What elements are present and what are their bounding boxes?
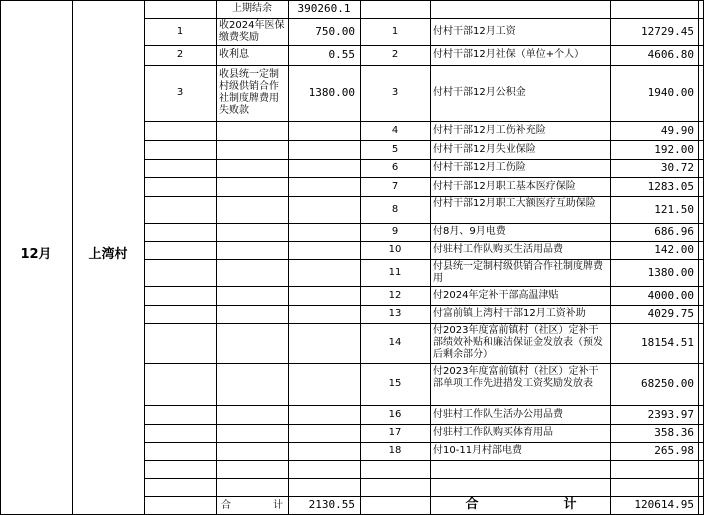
grid-hline [144, 140, 704, 141]
expense-row-desc: 付县统一定制村级供销合作社制度牌费用 [433, 260, 603, 284]
income-row-amount: 750.00 [315, 24, 355, 38]
expense-row-amount: 1283.05 [647, 179, 694, 193]
expense-row-amount: 142.00 [654, 243, 694, 256]
grid-hline [144, 496, 704, 497]
expense-row-no: 17 [388, 427, 402, 438]
grid-hline [144, 323, 704, 324]
income-row-desc: 收县统一定制村级供销合作社制度牌费用失败款 [219, 69, 279, 116]
opening-amount: 390260.1 [297, 2, 351, 15]
expense-row-desc: 付2023年度富前镇村（社区）定补干部绩效补贴和廉洁保证金发放表（预发后剩余部分） [433, 325, 603, 360]
expense-row-no: 2 [391, 49, 399, 60]
expense-row-amount: 686.96 [654, 225, 694, 238]
expense-row-amount: 18154.51 [641, 336, 694, 349]
income-row-desc: 收利息 [219, 49, 249, 60]
opening-label: 上期结余 [232, 3, 272, 14]
expense-row-no: 11 [388, 266, 402, 278]
grid-vline [288, 0, 289, 515]
grid-hline [144, 363, 704, 364]
expense-row-amount: 265.98 [654, 444, 694, 457]
grid-vline [430, 0, 431, 515]
expense-row-desc: 付村干部12月失业保险 [433, 143, 536, 155]
grid-hline [144, 286, 704, 287]
expense-row-amount: 2393.97 [647, 407, 694, 421]
expense-row-desc: 付2023年度富前镇村（社区）定补干部单项工作先进措发工资奖励发放表 [433, 366, 599, 389]
expense-row-no: 14 [388, 337, 402, 348]
expense-row-no: 18 [388, 445, 402, 456]
expense-row-no: 12 [388, 289, 402, 301]
expense-row-desc: 付10-11月村部电费 [433, 445, 523, 456]
expense-row-amount: 358.36 [654, 426, 694, 439]
expense-row-desc: 付村干部12月职工大额医疗互助保险 [433, 197, 596, 209]
grid-hline [144, 478, 704, 479]
grid-hline [144, 223, 704, 224]
grid-vline [144, 0, 145, 515]
grid-hline [144, 442, 704, 443]
grid-hline [144, 65, 704, 66]
expense-row-no: 4 [391, 124, 399, 136]
expense-row-no: 5 [391, 143, 399, 155]
grid-hline [144, 460, 704, 461]
grid-hline [144, 305, 704, 306]
expense-row-amount: 121.50 [654, 202, 694, 216]
expense-row-desc: 付村干部12月职工基本医疗保险 [433, 180, 576, 192]
expense-row-no: 13 [388, 308, 402, 319]
expense-row-no: 10 [388, 244, 402, 255]
grid-hline [144, 45, 704, 46]
expense-row-amount: 68250.00 [641, 377, 694, 390]
expense-row-amount: 49.90 [660, 123, 694, 137]
expense-total-label-a: 合 [465, 497, 479, 512]
grid-hline [144, 259, 704, 260]
expense-row-no: 8 [391, 203, 399, 215]
income-total-label-a: 合 [221, 500, 231, 511]
grid-hline [144, 405, 704, 406]
expense-row-amount: 4606.80 [647, 48, 694, 61]
income-row-amount: 1380.00 [308, 86, 355, 99]
expense-row-no: 1 [391, 25, 399, 37]
expense-row-amount: 1380.00 [647, 265, 694, 279]
expense-row-no: 7 [391, 180, 399, 192]
grid-hline [0, 0, 704, 1]
month-cell: 12月 [20, 247, 52, 262]
expense-row-amount: 4029.75 [647, 307, 694, 320]
expense-row-amount: 192.00 [654, 142, 694, 156]
expense-row-desc: 付村干部12月工伤险 [433, 162, 526, 173]
expense-row-no: 16 [388, 408, 402, 420]
grid-hline [144, 241, 704, 242]
income-row-no: 3 [176, 87, 184, 98]
income-total-label-b: 计 [273, 500, 283, 511]
income-total: 2130.55 [308, 498, 355, 511]
income-row-amount: 0.55 [328, 48, 355, 61]
expense-row-desc: 付驻村工作队生活办公用品费 [433, 408, 563, 420]
expense-row-desc: 付村干部12月社保（单位+个人） [433, 49, 585, 60]
expense-row-desc: 付村干部12月工伤补充险 [433, 124, 546, 136]
expense-row-no: 9 [391, 226, 399, 237]
income-row-desc: 收2024年医保缴费奖励 [219, 19, 285, 43]
expense-row-amount: 30.72 [660, 161, 694, 174]
expense-row-desc: 付驻村工作队购买生活用品费 [433, 244, 563, 255]
grid-hline [144, 159, 704, 160]
income-row-no: 1 [176, 25, 184, 37]
grid-hline [144, 196, 704, 197]
village-cell: 上湾村 [88, 247, 128, 262]
expense-row-desc: 付村干部12月工资 [433, 25, 516, 37]
expense-row-desc: 付村干部12月公积金 [433, 87, 526, 98]
expense-row-amount: 12729.45 [641, 24, 694, 38]
expense-row-no: 15 [388, 378, 402, 389]
grid-vline [216, 0, 217, 515]
expense-row-desc: 付2024年定补干部高温津贴 [433, 289, 559, 301]
expense-row-desc: 付8月、9月电费 [433, 226, 506, 237]
expense-row-amount: 4000.00 [647, 288, 694, 302]
grid-hline [144, 121, 704, 122]
grid-vline [698, 0, 699, 515]
expense-total-label-b: 计 [563, 497, 577, 512]
expense-row-desc: 付富前镇上湾村干部12月工资补助 [433, 308, 586, 319]
expense-row-amount: 1940.00 [647, 86, 694, 99]
expense-total: 120614.95 [634, 498, 694, 511]
grid-hline [144, 177, 704, 178]
expense-row-desc: 付驻村工作队购买体育用品 [433, 427, 553, 438]
expense-row-no: 6 [391, 162, 399, 173]
grid-hline [144, 424, 704, 425]
expense-row-no: 3 [391, 87, 399, 98]
income-row-no: 2 [176, 49, 184, 60]
